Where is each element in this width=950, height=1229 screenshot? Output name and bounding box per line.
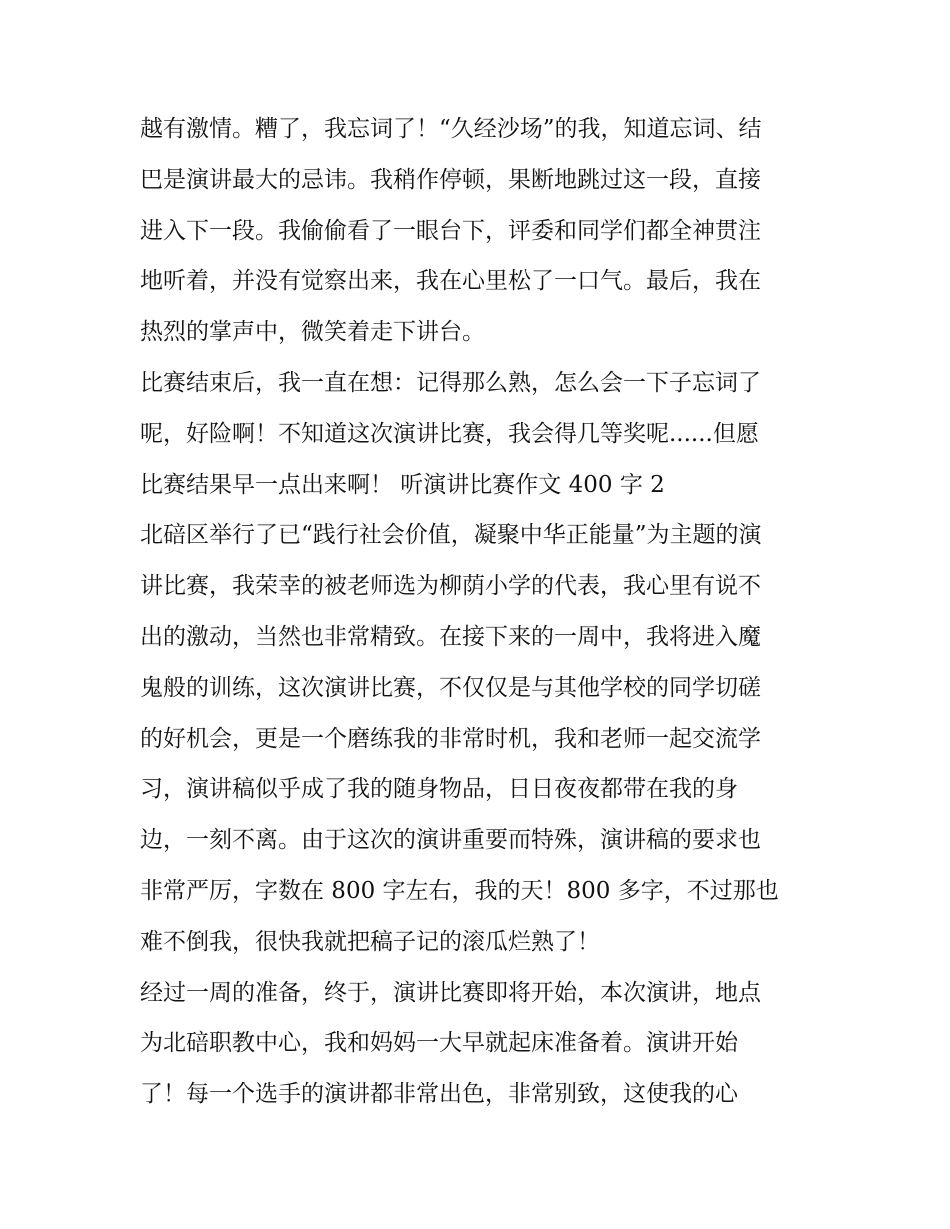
body-text: [140, 104, 840, 1120]
text-line: 出的激动，当然也非常精致。在接下来的一周中，我将进入魔: [140, 623, 761, 650]
text-line: 地听着，并没有觉察出来，我在心里松了一口气。最后，我在: [140, 268, 761, 295]
text-line: 非常严厉，字数在 800 字左右，我的天！800 多字，不过那也: [140, 877, 779, 904]
text-line: 进入下一段。我偷偷看了一眼台下，评委和同学们都全神贯注: [140, 217, 761, 244]
text-line: 习，演讲稿似乎成了我的随身物品，日日夜夜都带在我的身: [140, 776, 738, 803]
text-line: 呢，好险啊！不知道这次演讲比赛，我会得几等奖呢......但愿: [140, 420, 759, 447]
text-line: 的好机会，更是一个磨练我的非常时机，我和老师一起交流学: [140, 725, 761, 752]
text-line: 边，一刻不离。由于这次的演讲重要而特殊，演讲稿的要求也: [140, 827, 761, 854]
text-line: 比赛结果早一点出来啊！ 听演讲比赛作文 400 字 2: [140, 471, 665, 498]
text-line: 热烈的掌声中，微笑着走下讲台。: [140, 319, 485, 346]
text-line: 经过一周的准备，终于，演讲比赛即将开始，本次演讲，地点: [140, 979, 761, 1006]
text-line: 讲比赛，我荣幸的被老师选为柳荫小学的代表，我心里有说不: [140, 573, 761, 600]
text-line: 难不倒我，很快我就把稿子记的滚瓜烂熟了！: [140, 928, 600, 955]
text-line: 北碚区举行了已“践行社会价值，凝聚中华正能量”为主题的演: [140, 522, 762, 549]
text-line: 比赛结束后，我一直在想：记得那么熟，怎么会一下子忘词了: [140, 369, 761, 396]
text-line: 鬼般的训练，这次演讲比赛，不仅仅是与其他学校的同学切磋: [140, 674, 761, 701]
text-line: 为北碚职教中心，我和妈妈一大早就起床准备着。演讲开始: [140, 1030, 738, 1057]
text-line: 了！每一个选手的演讲都非常出色，非常别致，这使我的心: [140, 1081, 738, 1108]
text-line: 巴是演讲最大的忌讳。我稍作停顿，果断地跳过这一段，直接: [140, 166, 761, 193]
text-line: 越有激情。糟了，我忘词了！“久经沙场”的我，知道忘词、结: [140, 116, 762, 142]
